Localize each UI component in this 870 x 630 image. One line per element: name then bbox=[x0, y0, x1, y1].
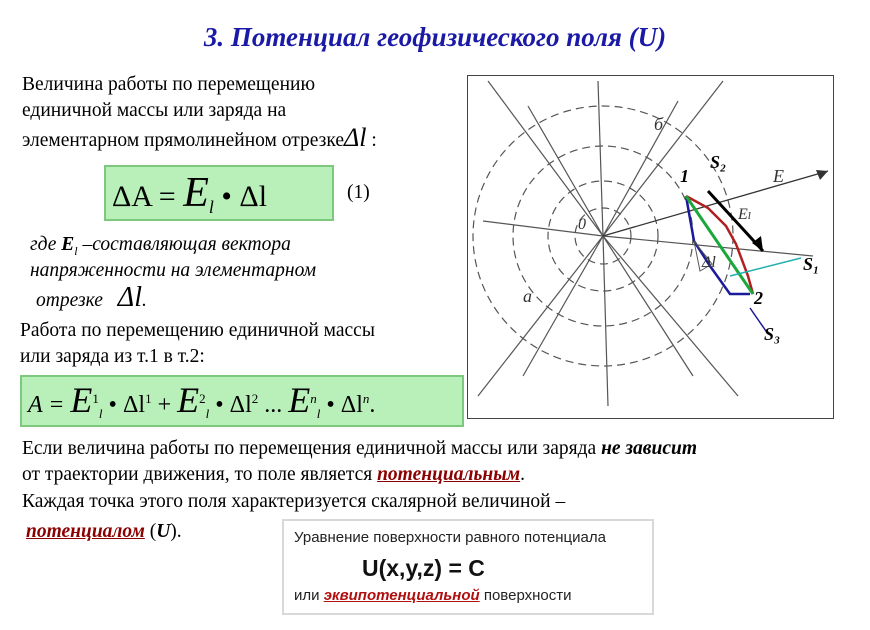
conclusion-line-4 bbox=[26, 519, 182, 544]
formula-2-t2-dot: • bbox=[215, 392, 224, 418]
intro-line-1: Величина работы по перемещению bbox=[22, 74, 316, 95]
where-line-3 bbox=[36, 282, 147, 313]
formula-2-plus: + bbox=[157, 392, 172, 418]
conclusion-potentialom: потенциалом bbox=[26, 521, 145, 542]
label-point-1: 1 bbox=[680, 166, 689, 186]
el-vector-arrow bbox=[752, 236, 763, 251]
formula-2-t2-sup: 2 bbox=[199, 391, 206, 406]
label-el: Eₗ bbox=[738, 206, 752, 223]
formula-2-t1-dot: • bbox=[108, 392, 117, 418]
formula-2-t1-sub: l bbox=[98, 405, 103, 421]
label-s1: S₁ bbox=[803, 254, 820, 274]
where-delta-l: Δl bbox=[117, 282, 142, 313]
formula-2-box bbox=[20, 375, 464, 427]
work-line-1: Работа по перемещению единичной массы bbox=[20, 320, 375, 341]
label-a: а bbox=[523, 286, 532, 306]
formula-2-tn-e: E bbox=[288, 380, 311, 420]
formula-1-dot: • bbox=[221, 180, 232, 213]
where-line-2: напряженности на элементарном bbox=[30, 260, 317, 281]
equation-box-main: U(x,y,z) = C bbox=[362, 555, 485, 581]
formula-2 bbox=[28, 379, 375, 422]
formula-2-t2-sub: l bbox=[205, 405, 210, 421]
where-sub: l bbox=[74, 243, 78, 258]
label-b: б bbox=[654, 114, 664, 134]
label-zero: 0 bbox=[578, 216, 586, 233]
formula-2-end: . bbox=[369, 392, 376, 418]
formula-1-box bbox=[104, 165, 334, 221]
delta-l-symbol: Δl bbox=[343, 123, 367, 152]
label-point-2: 2 bbox=[754, 288, 763, 308]
conclusion-line-2-c: . bbox=[520, 464, 526, 485]
formula-1-number: (1) bbox=[347, 182, 370, 203]
intro-colon: : bbox=[371, 130, 377, 151]
formula-2-t2-e: E bbox=[177, 380, 200, 420]
intro-line-3-text: элементарном прямолинейном отрезке bbox=[22, 130, 344, 151]
conclusion-paren-close: ). bbox=[170, 521, 182, 542]
conclusion-line-1-a: Если величина работы по перемещения единичной массы или заряда bbox=[22, 438, 602, 459]
formula-2-tn-dot: • bbox=[326, 392, 335, 418]
formula-2-t1-e: E bbox=[70, 380, 93, 420]
equation-box-line-1: Уравнение поверхности равного потенциала bbox=[294, 529, 606, 546]
conclusion-line-2 bbox=[22, 462, 525, 487]
where-segment-word: отрезке bbox=[36, 290, 103, 311]
where-rest: –составляющая вектора bbox=[82, 234, 291, 255]
formula-2-tn-d: Δl bbox=[340, 392, 363, 418]
intro-line-2: единичной массы или заряда на bbox=[22, 100, 287, 121]
field-diagram-svg bbox=[468, 76, 833, 418]
label-dl: Δl bbox=[702, 254, 716, 271]
formula-2-tn-dsup: n bbox=[362, 391, 370, 406]
s1-pointer bbox=[730, 258, 801, 276]
conclusion-u: U bbox=[156, 521, 171, 542]
formula-1-lhs: ΔA = bbox=[112, 180, 176, 213]
formula-2-t1-d: Δl bbox=[122, 392, 146, 418]
work-line-2: или заряда из т.1 в т.2: bbox=[20, 346, 205, 367]
equation-box-equipotential: эквипотенциальной bbox=[323, 587, 480, 604]
formula-2-t1-sup: 1 bbox=[92, 391, 99, 406]
equation-box-line-3 bbox=[294, 587, 572, 604]
formula-2-lhs: A = bbox=[28, 392, 65, 418]
label-e: E bbox=[773, 166, 784, 186]
conclusion-line-1 bbox=[22, 436, 697, 461]
formula-2-tn-sup: n bbox=[310, 391, 317, 406]
field-vector-arrow bbox=[816, 170, 828, 180]
formula-2-t2-dsup: 2 bbox=[251, 391, 259, 406]
where-prefix: где bbox=[30, 234, 57, 255]
where-period: . bbox=[141, 290, 147, 311]
formula-1-rhs: Δl bbox=[239, 180, 268, 213]
conclusion-line-1-b: не зависит bbox=[601, 438, 698, 459]
field-vector-line bbox=[603, 171, 828, 236]
page-title: 3. Потенциал геофизического поля (U) bbox=[203, 22, 667, 52]
formula-1 bbox=[112, 169, 267, 218]
conclusion-line-2-a: от траектории движения, то поле является bbox=[22, 464, 378, 485]
formula-1-sub: l bbox=[208, 197, 214, 217]
where-e: E bbox=[61, 234, 75, 255]
formula-1-e: E bbox=[183, 170, 209, 216]
label-s2: S₂ bbox=[710, 152, 727, 172]
equation-box-line-3-a: или bbox=[294, 587, 324, 604]
formula-2-t2-d: Δl bbox=[229, 392, 252, 418]
equation-box bbox=[282, 519, 654, 615]
formula-2-t1-dsup: 1 bbox=[145, 391, 152, 406]
conclusion-paren-open: ( bbox=[144, 521, 157, 542]
label-s3: S₃ bbox=[764, 324, 781, 344]
conclusion-potential-word: потенциальным bbox=[377, 464, 521, 485]
formula-2-tn-sub: l bbox=[316, 405, 321, 421]
conclusion-line-3: Каждая точка этого поля характеризуется скалярной величиной – bbox=[22, 491, 566, 512]
radial-lines bbox=[478, 81, 813, 406]
field-diagram bbox=[467, 75, 834, 419]
intro-line-3 bbox=[22, 125, 377, 153]
formula-2-dots: ... bbox=[264, 392, 283, 418]
equation-box-line-3-c: поверхности bbox=[479, 587, 572, 604]
